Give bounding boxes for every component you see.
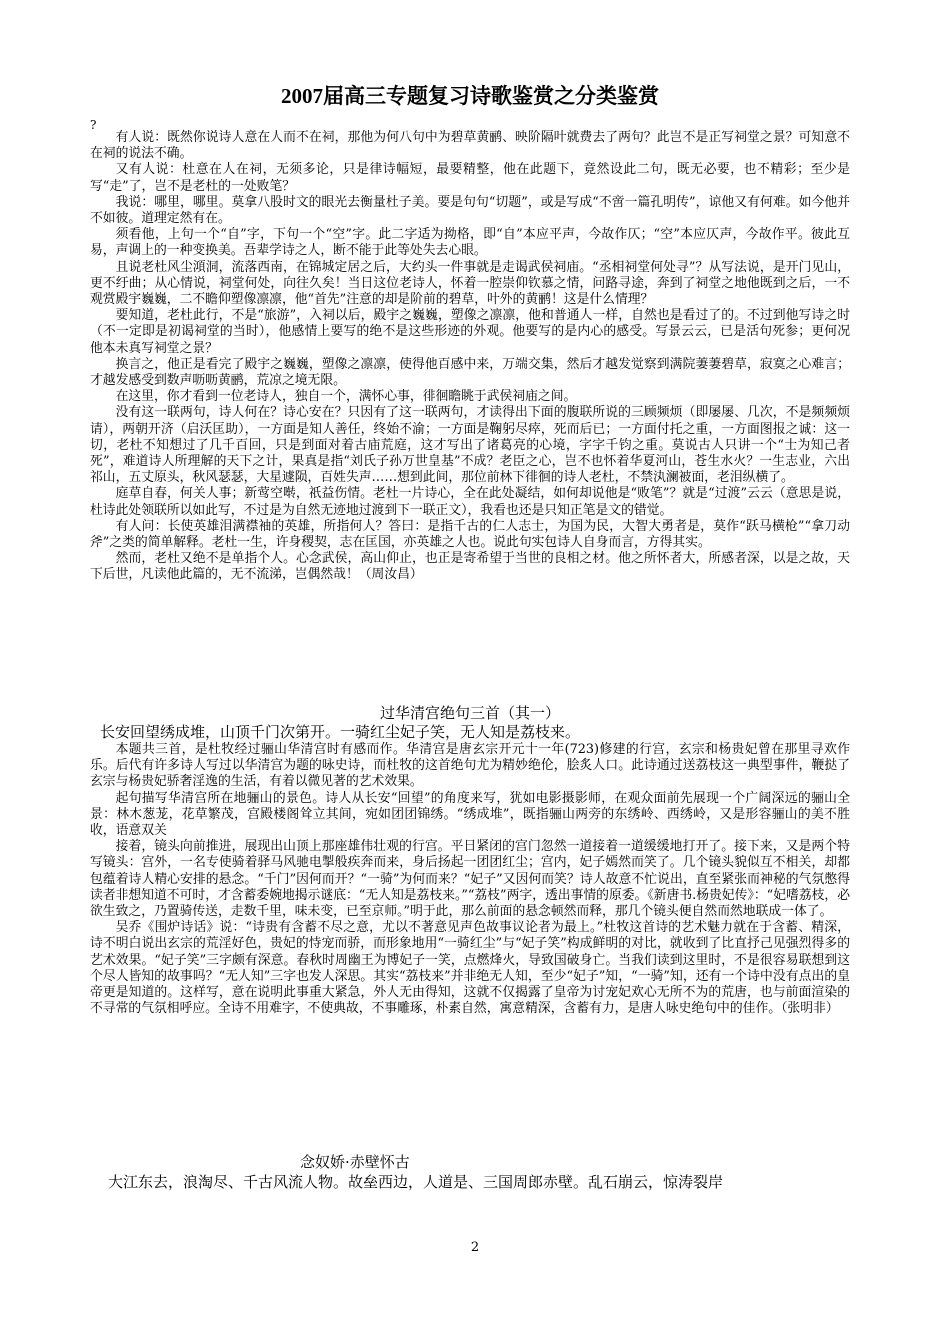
commentary-section-2 — [90, 742, 850, 1017]
ci-poem-text: 大江东去，浪淘尽、千古风流人物。故垒西边，人道是、三国周郎赤壁。乱石崩云，惊涛裂岸 — [108, 1173, 724, 1191]
poem-title: 过华清宫绝句三首（其一） — [379, 704, 560, 722]
page-title: 2007届高三专题复习诗歌鉴赏之分类鉴赏 — [281, 84, 659, 108]
poem-text: 长安回望绣成堆，山顶千门次第开。一骑红尘妃子笑，无人知是荔枝来。 — [100, 723, 581, 741]
page-number: 2 — [470, 1240, 480, 1255]
paragraph: 本题共三首，是杜牧经过骊山华清宫时有感而作。华清宫是唐玄宗开元十一年(723)修建的行宫，玄宗和杨贵妃曾在那里寻欢作乐。后代有许多诗人写过以华清宫为题的咏史诗，而杜牧的这首绝句尤为精妙绝伦，脍炙人口。此诗通过送荔枝这一典型事件，鞭挞了玄宗与杨贵妃骄奢淫逸的生活，有着以微见著的艺术效果。 — [90, 742, 850, 790]
paragraph: 我说：哪里，哪里。莫拿八股时文的眼光去衡量杜子美。要是句句“切题”，或是写成“不啻一篇孔明传”，谅他又有何难。如今他并不如彼。道理定然有在。 — [90, 194, 850, 227]
paragraph: 然而，老杜又绝不是单指个人。心念武侯，高山仰止，也正是寄希望于当世的良相之材。他之所怀者大，所感者深，以是之故，天下后世，凡读他此篇的，无不流涕，岂偶然哉！（周汝昌） — [90, 551, 850, 583]
paragraph: 接着，镜头向前推进，展现出山顶上那座雄伟壮观的行宫。平日紧闭的宫门忽然一道接着一道缓缓地打开了。接下来，又是两个特写镜头：宫外，一名专使骑着驿马风驰电掣般疾奔而来，身后扬起一团团红尘；宫内，妃子嫣然而笑了。几个镜头貌似互不相关，却都包蕴着诗人精心安排的悬念。“千门”因何而开？“一骑”为何而来？“妃子”又因何而笑？诗人故意不忙说出，直至紧张而神秘的气氛憋得读者非想知道不可时，才含蓄委婉地揭示谜底：“无人知是荔枝来。”“荔枝”两字，透出事情的原委。《新唐书.杨贵妃传》：“妃嗜荔枝，必欲生致之，乃置骑传送，走数千里，味未变，已至京师。”明于此，那么前面的悬念顿然而释，那几个镜头便自然而然地联成一体了。 — [90, 839, 850, 920]
lead-mark: ? — [90, 118, 97, 132]
paragraph: 吴乔《围炉诗话》说：“诗贵有含蓄不尽之意，尤以不著意见声色故事议论者为最上。”杜牧这首诗的艺术魅力就在于含蓄、精深，诗不明白说出玄宗的荒淫好色，贵妃的恃宠而骄，而形象地用“一骑红尘”与“妃子笑”构成鲜明的对比，就收到了比直抒己见强烈得多的艺术效果。“妃子笑”三字颇有深意。春秋时周幽王为博妃子一笑，点燃烽火，导致国破身亡。当我们读到这里时，不是很容易联想到这个尽人皆知的故事吗？“无人知”三字也发人深思。其实“荔枝来”并非绝无人知，至少“妃子”知，“一骑”知，还有一个诗中没有点出的皇帝更是知道的。这样写，意在说明此事重大紧急，外人无由得知，这就不仅揭露了皇帝为讨宠妃欢心无所不为的荒唐，也与前面渲染的不寻常的气氛相呼应。全诗不用难字，不使典故，不事雕琢，朴素自然，寓意精深，含蓄有力，是唐人咏史绝句中的佳作。（张明非） — [90, 920, 850, 1017]
paragraph: 要知道，老杜此行，不是“旅游”，入祠以后，殿宇之巍巍，塑像之凛凛，他和普通人一样，自然也是看过了的。不过到他写诗之时（不一定即是初谒祠堂的当时），他感情上要写的绝不是这些形迹的外观。他要写的是内心的感受。写景云云，已是活句死参；更何况他本未真写祠堂之景？ — [90, 308, 850, 356]
paragraph: 有人问：长使英雄泪满襟袖的英雄，所指何人？答曰：是指千古的仁人志士，为国为民，大智大勇者是，莫作“跃马横枪”“拿刀动斧”之类的简单解释。老杜一生，许身稷契，志在匡国，亦英雄之人也。说此句实包诗人自身而言，方得其实。 — [90, 518, 850, 551]
paragraph: 没有这一联两句，诗人何在？诗心安在？只因有了这一联两句，才读得出下面的腹联所说的三顾频烦（即屡屡、几次，不是频频烦请），两朝开济（启沃匡助），一方面是知人善任，终始不渝；一方面是鞠躬尽瘁，死而后已；一方面付托之重，一方面图报之诚：这一切，老杜不知想过了几千百回，只是到面对着古庙荒庭，这才写出了诸葛亮的心境，字字千钧之重。莫说古人只讲一个“士为知己者死”，难道诗人所理解的天下之计，果真是指“刘氏子孙万世皇基”不成？老臣之心，岂不也怀着华夏河山，苍生水火？一生志业，六出祁山，五丈原头，秋风瑟瑟，大星遽陨，百姓失声……想到此间，那位前林下徘徊的诗人老杜，不禁汍澜被面，老泪纵横了。 — [90, 405, 850, 486]
paragraph: 且说老杜风尘澒洞，流落西南，在锦城定居之后，大约头一件事就是走谒武侯祠庙。“丞相祠堂何处寻”？从写法说，是开门见山，更不纡曲；从心情说，祠堂何处，向往久矣！当日这位老诗人，怀着一腔崇仰钦慕之情，问路寻途，奔到了祠堂之地他既到之后，一不观赏殿宇巍巍，二不瞻仰塑像凛凛，他“首先”注意的却是阶前的碧草，叶外的黄鹂！这是什么情理？ — [90, 259, 850, 308]
paragraph: 起句描写华清宫所在地骊山的景色。诗人从长安“回望”的角度来写，犹如电影摄影师，在观众面前先展现一个广阔深远的骊山全景：林木葱茏，花草繁茂，宫殿楼阁耸立其间，宛如团团锦绣。“绣成堆”，既指骊山两旁的东绣岭、西绣岭，又是形容骊山的美不胜收，语意双关 — [90, 790, 850, 839]
paragraph: 换言之，他正是看完了殿宇之巍巍，塑像之凛凛，使得他百感中来，万端交集，然后才越发觉察到满院萋萋碧草，寂寞之心难言；才越发感受到数声呖呖黄鹂，荒凉之境无限。 — [90, 356, 850, 389]
paragraph: 须看他，上句一个“自”字，下句一个“空”字。此二字适为拗格，即“自”本应平声，今故作仄；“空”本应仄声，今故作平。彼此互易，声调上的一种变换美。吾辈学诗之人，断不能于此等处失去心眼。 — [90, 227, 850, 259]
paragraph: 在这里，你才看到一位老诗人，独自一个，满怀心事，徘徊瞻眺于武侯祠庙之间。 — [115, 389, 577, 405]
commentary-section-1 — [90, 130, 850, 584]
paragraph: 有人说：既然你说诗人意在人而不在祠，那他为何八句中为碧草黄鹂、映阶隔叶就费去了两句？此岂不是正写祠堂之景？可知意不在祠的说法不确。 — [90, 130, 850, 162]
paragraph: 庭草自春，何关人事；新莺空啭，祇益伤情。老杜一片诗心，全在此处凝结，如何却说他是“败笔”？就是“过渡”云云（意思是说，杜诗此处领联所以如此写，不过是为自然无迹地过渡到下一联正文），我看也还是只知正笔是文的错觉。 — [90, 486, 850, 518]
paragraph: 又有人说：杜意在人在祠，无须多论，只是律诗幅短，最要精整，他在此题下，竟然设此二句，既无必要，也不精彩；至少是写“走”了，岂不是老杜的一处败笔？ — [90, 162, 850, 194]
ci-poem-title: 念奴娇·赤壁怀古 — [300, 1153, 410, 1171]
